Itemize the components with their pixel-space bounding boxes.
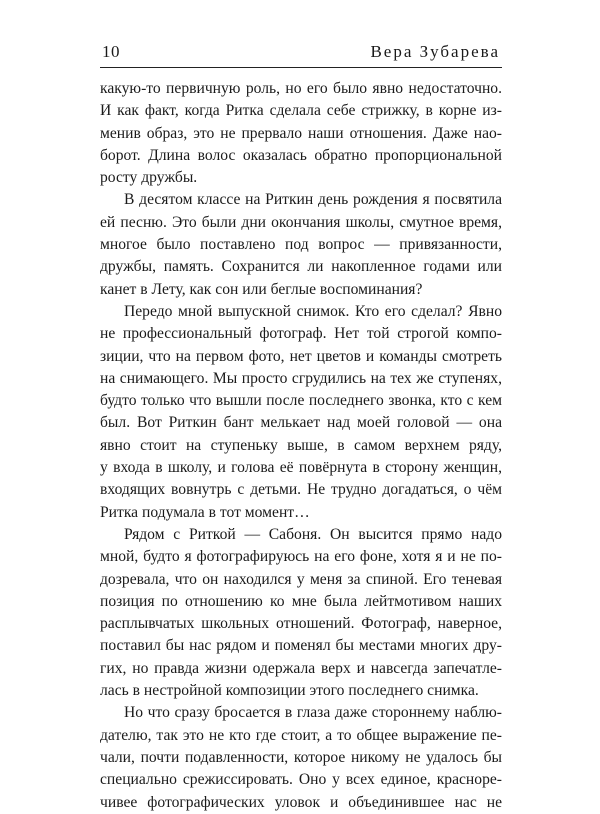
paragraph — [100, 524, 502, 702]
text-line: Ритка подумала в тот момент… — [100, 503, 310, 521]
text-line: явно стоит на ступеньку выше, в самом верхнем ряду, — [100, 436, 502, 454]
page-header — [100, 38, 500, 68]
text-line: В десятом классе на Риткин день рождения я посвятила — [124, 191, 502, 209]
text-line: позиция по отношению ко мне была лейтмотивом наших — [100, 592, 502, 610]
paragraph — [100, 189, 502, 300]
text-line: был. Вот Риткин бант мелькает над моей головой — она — [100, 414, 502, 432]
text-line: Рядом с Риткой — Сабоня. Он высится прямо надо — [124, 525, 502, 543]
text-line: на снимающего. Мы просто сгрудились на тех же ступенях, — [100, 369, 502, 387]
text-line: дозревала, что он находился у меня за спиной. Его теневая — [100, 570, 502, 588]
text-line: дателю, так это не кто где стоит, а то общее выражение пе- — [100, 726, 502, 744]
text-line: расплывчатых школьных отношений. Фотограф, наверное, — [100, 615, 502, 633]
text-line: многое было поставлено под вопрос — привязанности, — [100, 236, 502, 254]
text-line: чивее фотографических уловок и объединившее нас не — [100, 793, 502, 811]
text-line: специально срежиссировать. Оно у всех единое, красноре- — [100, 771, 502, 789]
text-line: ей песню. Это были дни окончания школы, смутное время, — [100, 213, 502, 231]
text-line: у входа в школу, и голова её повёрнута в сторону женщин, — [100, 459, 502, 477]
text-line: Но что сразу бросается в глаза даже стороннему наблю- — [124, 704, 502, 722]
text-line: входящих вовнутрь с детьми. Не трудно догадаться, о чём — [100, 481, 502, 499]
page-number: 10 — [102, 42, 120, 61]
text-line: чали, почти подавленности, которое никому не удалось бы — [100, 748, 502, 766]
text-line: борот. Длина волос оказалась обратно пропорциональной — [100, 146, 502, 164]
paragraph — [100, 301, 502, 524]
text-line: И как факт, когда Ритка сделала себе стрижку, в корне из- — [100, 102, 502, 120]
text-line: зиции, что на первом фото, нет цветов и команды смотреть — [100, 347, 502, 365]
text-line: мной, будто я фотографируюсь на его фоне, хотя я и не по- — [100, 548, 502, 566]
running-head-author: Вера Зубарева — [370, 42, 500, 61]
header-rule — [100, 67, 502, 68]
body-text — [100, 78, 502, 814]
text-line: лась в нестройной композиции этого последнего снимка. — [100, 682, 479, 700]
text-line: Передо мной выпускной снимок. Кто его сделал? Явно — [124, 302, 502, 320]
text-line: менив образ, это не прервало наши отношения. Даже нао- — [100, 124, 502, 142]
text-line: гих, но правда жизни одержала верх и навсегда запечатле- — [100, 659, 502, 677]
text-line: поставил бы нас рядом и поменял бы местами многих дру- — [100, 637, 502, 655]
text-line: какую-то первичную роль, но его было явно недостаточно. — [100, 80, 502, 97]
text-line: будто только что вышли после последнего звонка, кто с кем — [100, 392, 502, 410]
text-line: дружбы, память. Сохранится ли накопленное годами или — [100, 258, 502, 276]
paragraph — [100, 78, 502, 189]
paragraph — [100, 702, 502, 813]
text-line: росту дружбы. — [100, 169, 198, 187]
text-line: канет в Лету, как сон или беглые воспоминания? — [100, 280, 423, 298]
text-line: не профессиональный фотограф. Нет той строгой компо- — [100, 325, 502, 343]
